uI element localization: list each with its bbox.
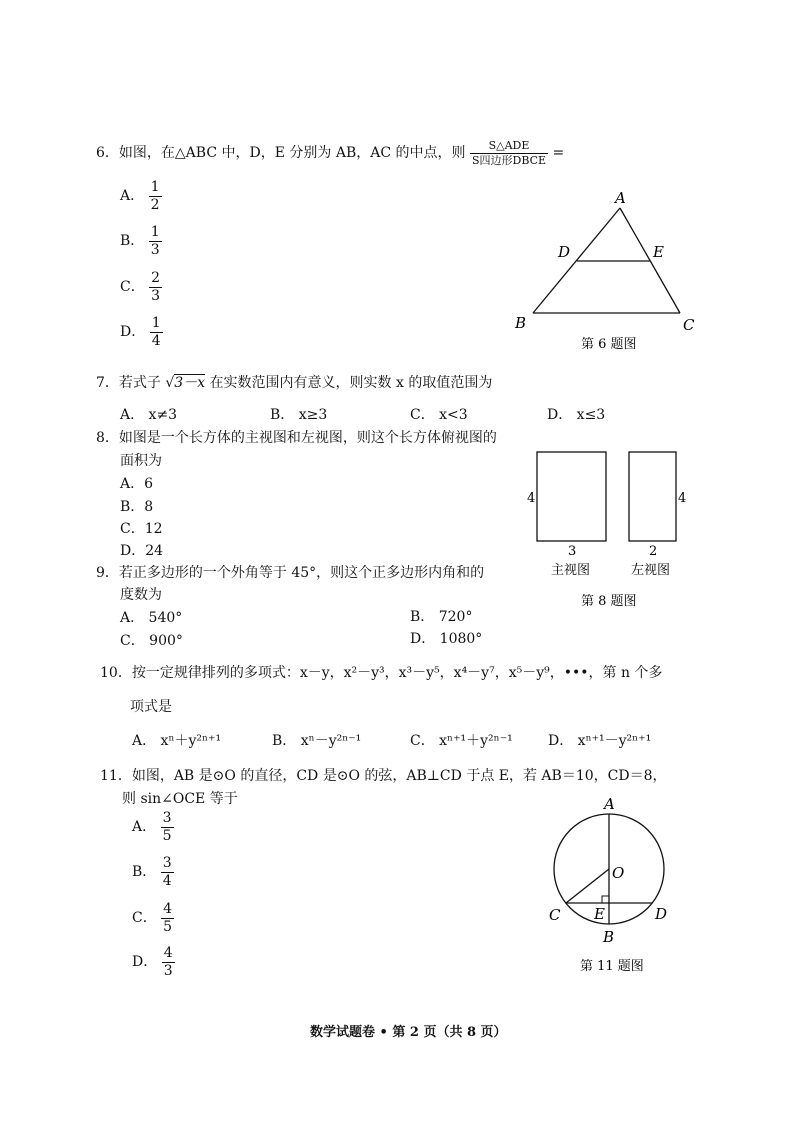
- point-d-label: D: [655, 905, 668, 923]
- point-c-label: C: [549, 906, 561, 924]
- option-label: B．: [120, 233, 145, 250]
- q9-option-c: C． 900°: [120, 633, 183, 649]
- q7-option-c: C． x<3: [410, 407, 468, 423]
- option-label: C．: [132, 910, 157, 927]
- q6-figure-caption: 第 6 题图: [581, 337, 637, 352]
- page-footer: 数学试题卷 • 第 2 页（共 8 页）: [310, 1025, 507, 1040]
- option-fraction: [161, 856, 174, 888]
- point-e-label: E: [653, 243, 664, 261]
- q9-stem-line2: 度数为: [120, 587, 162, 603]
- q10-option-d: D． xⁿ⁺¹－y²ⁿ⁺¹: [548, 733, 652, 749]
- fraction-num: 2: [151, 270, 161, 286]
- fraction-num: 4: [163, 945, 173, 961]
- sqrt-sign: √: [165, 375, 175, 391]
- fraction-num: 1: [151, 315, 161, 331]
- q10-option-a: A． xⁿ＋y²ⁿ⁺¹: [132, 733, 222, 749]
- side-view-rect: [629, 452, 676, 541]
- point-o-label: O: [612, 864, 625, 882]
- q8-option-d: D．24: [120, 543, 164, 559]
- q11-stem-line1: 11．如图，AB 是⊙O 的直径，CD 是⊙O 的弦，AB⊥CD 于点 E，若 AB＝10，CD＝8，: [100, 768, 667, 784]
- q6-triangle-figure: [505, 186, 705, 356]
- q6-area-ratio: [470, 140, 548, 166]
- option-label: D．: [120, 324, 146, 341]
- q9-option-b: B． 720°: [410, 609, 473, 625]
- q7-stem: [96, 372, 492, 392]
- side-width-label: 2: [649, 544, 658, 559]
- fraction-den: 4: [162, 872, 172, 889]
- q8-option-b: B．8: [120, 499, 154, 515]
- q10-stem-line2: 项式是: [130, 699, 172, 715]
- fraction-num: 1: [150, 179, 160, 195]
- q11-option-c: [132, 902, 174, 934]
- front-height-label: 4: [527, 491, 536, 506]
- q11-circle-figure: [540, 792, 690, 982]
- option-label: B．: [132, 864, 157, 881]
- front-view-rect: [537, 452, 606, 541]
- fraction-den: 2: [150, 196, 160, 213]
- option-fraction: [161, 811, 174, 843]
- q7-option-d: D． x≤3: [547, 407, 606, 423]
- q11-stem-line2: 则 sin∠OCE 等于: [122, 791, 238, 807]
- fraction-num: 3: [162, 855, 172, 871]
- q6-ratio-numerator: S△ADE: [470, 140, 548, 154]
- q10-stem-line1: 10．按一定规律排列的多项式：x－y，x²－y³，x³－y⁵，x⁴－y⁷，x⁵－y⁹，•••，第 n 个多: [100, 665, 663, 681]
- right-angle-mark: [602, 896, 609, 903]
- q7-option-b: B． x≥3: [270, 407, 328, 423]
- q7-option-a: A． x≠3: [120, 407, 178, 423]
- q6-ratio-denominator: S四边形DBCE: [471, 153, 547, 167]
- fraction-den: 3: [163, 962, 173, 979]
- fraction-den: 3: [150, 241, 160, 258]
- option-label: C．: [120, 279, 145, 296]
- side-height-label: 4: [678, 491, 687, 506]
- q6-stem: [96, 140, 564, 166]
- option-label: D．: [132, 954, 158, 971]
- point-e-label: E: [594, 905, 605, 923]
- point-a-label: A: [604, 795, 615, 813]
- q7-stem-post: 在实数范围内有意义，则实数 x 的取值范围为: [209, 375, 493, 391]
- option-fraction: [150, 316, 163, 348]
- q11-option-b: [132, 856, 174, 888]
- q8-views-figure: [520, 445, 700, 615]
- q7-stem-pre: 7．若式子: [96, 375, 161, 391]
- fraction-den: 5: [162, 827, 172, 844]
- q6-equals: =: [552, 145, 565, 162]
- option-label: A．: [132, 819, 157, 836]
- q11-figure-caption: 第 11 题图: [580, 959, 644, 974]
- option-fraction: [149, 180, 162, 212]
- q10-option-c: C． xⁿ⁺¹＋y²ⁿ⁻¹: [410, 733, 513, 749]
- fraction-den: 5: [163, 918, 173, 935]
- q6-stem-text: 6．如图，在△ABC 中，D，E 分别为 AB，AC 的中点，则: [96, 145, 466, 162]
- sqrt-expression: [165, 374, 205, 391]
- q6-option-c: [120, 271, 162, 303]
- vertex-a-label: A: [615, 189, 626, 207]
- q11-option-a: [132, 811, 174, 843]
- q6-option-a: [120, 180, 162, 212]
- fraction-num: 1: [150, 224, 160, 240]
- front-view-caption: 主视图: [551, 563, 591, 578]
- vertex-b-label: B: [515, 314, 527, 332]
- q6-option-d: [120, 316, 163, 348]
- q9-stem-line1: 9．若正多边形的一个外角等于 45°，则这个正多边形内角和的: [96, 565, 485, 581]
- vertex-c-label: C: [683, 316, 695, 334]
- point-b-label: B: [603, 928, 615, 946]
- point-d-label: D: [558, 243, 571, 261]
- q10-option-b: B． xⁿ－y²ⁿ⁻¹: [272, 733, 362, 749]
- q8-figure-caption: 第 8 题图: [581, 594, 637, 609]
- fraction-den: 4: [151, 332, 161, 349]
- fraction-num: 3: [162, 810, 172, 826]
- sqrt-radicand: 3－x: [174, 375, 206, 391]
- option-fraction: [161, 902, 174, 934]
- option-fraction: [162, 946, 175, 978]
- q9-option-a: A． 540°: [120, 610, 183, 626]
- option-fraction: [149, 271, 162, 303]
- option-fraction: [149, 225, 162, 257]
- option-label: A．: [120, 188, 145, 205]
- radius-oc: [566, 869, 609, 903]
- side-view-caption: 左视图: [631, 563, 671, 578]
- q9-option-d: D． 1080°: [410, 631, 483, 647]
- q8-option-c: C．12: [120, 521, 163, 537]
- fraction-num: 4: [163, 901, 173, 917]
- q11-option-d: [132, 946, 175, 978]
- fraction-den: 3: [151, 287, 161, 304]
- q6-option-b: [120, 225, 162, 257]
- front-width-label: 3: [568, 544, 577, 559]
- q8-stem-line2: 面积为: [120, 453, 162, 469]
- q8-option-a: A．6: [120, 476, 154, 492]
- q8-stem-line1: 8．如图是一个长方体的主视图和左视图，则这个长方体俯视图的: [96, 430, 497, 446]
